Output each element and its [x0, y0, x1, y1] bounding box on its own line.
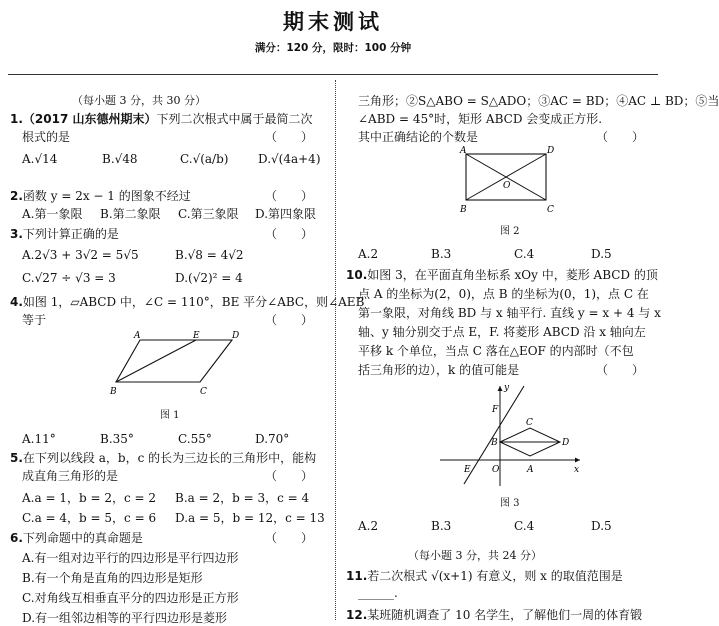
option-c: C.4 — [514, 519, 535, 533]
question-text-cont: ∠ABD = 45°时，矩形 ABCD 会变成正方形. — [358, 112, 603, 126]
y-axis-arrow — [498, 386, 503, 391]
question-text: 在下列以线段 a，b，c 的长为三边长的三角形中，能构 — [22, 451, 317, 465]
section-header-choice: （每小题 3 分，共 30 分） — [72, 94, 206, 107]
option-a: A.a = 1，b = 2，c = 2 — [22, 491, 156, 505]
figure-2-caption: 图 2 — [500, 226, 520, 237]
section-header-fill: （每小题 3 分，共 24 分） — [408, 549, 542, 562]
axis-label-y: y — [504, 383, 510, 393]
page-subtitle: 满分：120 分，限时：100 分钟 — [254, 42, 412, 54]
option-b: B.有一个角是直角的四边形是矩形 — [22, 571, 203, 585]
answer-paren: （ ） — [265, 469, 314, 483]
question-number: 3. — [10, 227, 23, 241]
answer-paren: （ ） — [265, 130, 314, 144]
figure-1-caption: 图 1 — [160, 410, 180, 421]
question-text-cont: 括三角形的边），k 的值可能是 — [358, 363, 520, 377]
question-text-cont: 点 A 的坐标为(2，0)，点 B 的坐标为(0，1)，点 C 在 — [358, 287, 649, 301]
page-title: 期末测试 — [283, 10, 383, 34]
point-label-f: F — [492, 405, 499, 415]
option-a: A.2 — [358, 247, 379, 261]
question-number: 5. — [10, 451, 23, 465]
answer-paren: （ ） — [596, 130, 645, 144]
header-rule — [8, 74, 658, 75]
question-number: 11. — [346, 569, 368, 583]
question-11 — [346, 567, 623, 584]
option-b: B.a = 2，b = 3，c = 4 — [175, 491, 310, 505]
question-number: 4. — [10, 295, 23, 309]
point-label-b: B — [491, 438, 498, 448]
question-text: 某班随机调查了 10 名学生，了解他们一周的体育锻 — [367, 608, 643, 622]
option-c: C.a = 4，b = 5，c = 6 — [22, 511, 157, 525]
question-6 — [10, 529, 143, 546]
option-b: B.第二象限 — [100, 207, 161, 221]
question-text-cont: 其中正确结论的个数是 — [358, 130, 479, 144]
answer-blank: ______. — [358, 586, 398, 600]
figure-2-rectangle — [456, 146, 556, 216]
question-12 — [346, 606, 642, 623]
point-label-a: A — [460, 146, 467, 156]
figure-3-coordinate-plane — [434, 382, 584, 488]
point-label-a: A — [134, 331, 141, 341]
point-label-b: B — [110, 387, 117, 397]
point-label-c: C — [526, 418, 533, 428]
option-b: B.3 — [431, 519, 452, 533]
option-d: D.5 — [591, 247, 612, 261]
option-c: C.55° — [178, 432, 212, 446]
point-label-e: E — [464, 465, 471, 475]
question-text: 下列命题中的真命题是 — [22, 531, 143, 545]
figure-3-caption: 图 3 — [500, 498, 520, 509]
question-5 — [10, 449, 316, 466]
option-c: C.4 — [514, 247, 535, 261]
option-d: D.5 — [591, 519, 612, 533]
point-label-d: D — [562, 438, 570, 448]
point-label-c: C — [547, 205, 554, 215]
option-a: A.2√3 + 3√2 = 5√5 — [22, 248, 139, 262]
answer-paren: （ ） — [265, 313, 314, 327]
axis-label-x: x — [574, 465, 580, 475]
question-text-cont: 三角形；②S△ABO = S△ADO；③AC = BD；④AC ⊥ BD；⑤当 — [358, 94, 719, 108]
x-axis-arrow — [575, 458, 580, 463]
question-text-cont: 轴、y 轴分别交于点 E，F. 将菱形 ABCD 沿 x 轴向左 — [358, 325, 646, 339]
question-text-cont: 平移 k 个单位，当点 C 落在△EOF 的内部时（不包 — [358, 344, 634, 358]
option-a: A.第一象限 — [22, 207, 83, 221]
option-a: A.有一组对边平行的四边形是平行四边形 — [22, 551, 239, 565]
option-a: A.2 — [358, 519, 379, 533]
answer-paren: （ ） — [265, 189, 314, 203]
option-b: B.3 — [431, 247, 452, 261]
option-d: D.(√2)² = 4 — [175, 271, 243, 285]
option-d: D.有一组邻边相等的平行四边形是菱形 — [22, 611, 228, 625]
point-label-c: C — [200, 387, 207, 397]
question-number: 6. — [10, 531, 23, 545]
question-1 — [10, 110, 313, 127]
question-text: 下列计算正确的是 — [22, 227, 119, 241]
point-label-d: D — [232, 331, 240, 341]
question-2 — [10, 187, 191, 204]
column-divider — [335, 80, 336, 620]
point-label-o: O — [492, 465, 500, 475]
question-10 — [346, 266, 658, 283]
question-number: 1. — [10, 112, 23, 126]
option-b: B.√48 — [102, 152, 138, 166]
option-d: D.√(4a+4) — [258, 152, 321, 166]
option-a: A.√14 — [22, 152, 58, 166]
option-d: D.70° — [255, 432, 290, 446]
question-3 — [10, 225, 119, 242]
question-text-cont: 等于 — [22, 313, 47, 327]
question-number: 10. — [346, 268, 368, 282]
option-c: C.对角线互相垂直平分的四边形是正方形 — [22, 591, 239, 605]
option-a: A.11° — [22, 432, 56, 446]
option-c: C.√27 ÷ √3 = 3 — [22, 271, 116, 285]
point-label-a: A — [527, 465, 534, 475]
option-b: B.√8 = 4√2 — [175, 248, 244, 262]
option-c: C.√(a/b) — [180, 152, 229, 166]
question-text: 下列二次根式中属于最简二次 — [156, 112, 313, 126]
question-text: 若二次根式 √(x+1) 有意义，则 x 的取值范围是 — [367, 569, 623, 583]
question-text: 如图 3，在平面直角坐标系 xOy 中，菱形 ABCD 的顶 — [367, 268, 658, 282]
question-text-cont: 成直角三角形的是 — [22, 469, 119, 483]
option-d: D.a = 5，b = 12，c = 13 — [175, 511, 325, 525]
point-label-d: D — [547, 146, 555, 156]
question-number: 12. — [346, 608, 368, 622]
point-label-o: O — [503, 181, 511, 191]
point-label-e: E — [193, 331, 200, 341]
figure-1-parallelogram — [110, 332, 240, 402]
answer-paren: （ ） — [596, 363, 645, 377]
point-label-b: B — [460, 205, 467, 215]
question-number: 2. — [10, 189, 23, 203]
question-text-cont: 第一象限，对角线 BD 与 x 轴平行. 直线 y = x + 4 与 x — [358, 306, 661, 320]
parallelogram-abcd — [116, 340, 232, 382]
answer-paren: （ ） — [265, 227, 314, 241]
question-source: （2017 山东德州期末） — [22, 112, 157, 126]
answer-paren: （ ） — [265, 531, 314, 545]
option-c: C.第三象限 — [178, 207, 239, 221]
question-text: 函数 y = 2x − 1 的图象不经过 — [22, 189, 191, 203]
question-text: 如图 1，▱ABCD 中，∠C = 110°，BE 平分∠ABC，则∠AEB — [22, 295, 365, 309]
question-4 — [10, 293, 364, 310]
question-text-cont: 根式的是 — [22, 130, 71, 144]
option-b: B.35° — [100, 432, 134, 446]
option-d: D.第四象限 — [255, 207, 317, 221]
